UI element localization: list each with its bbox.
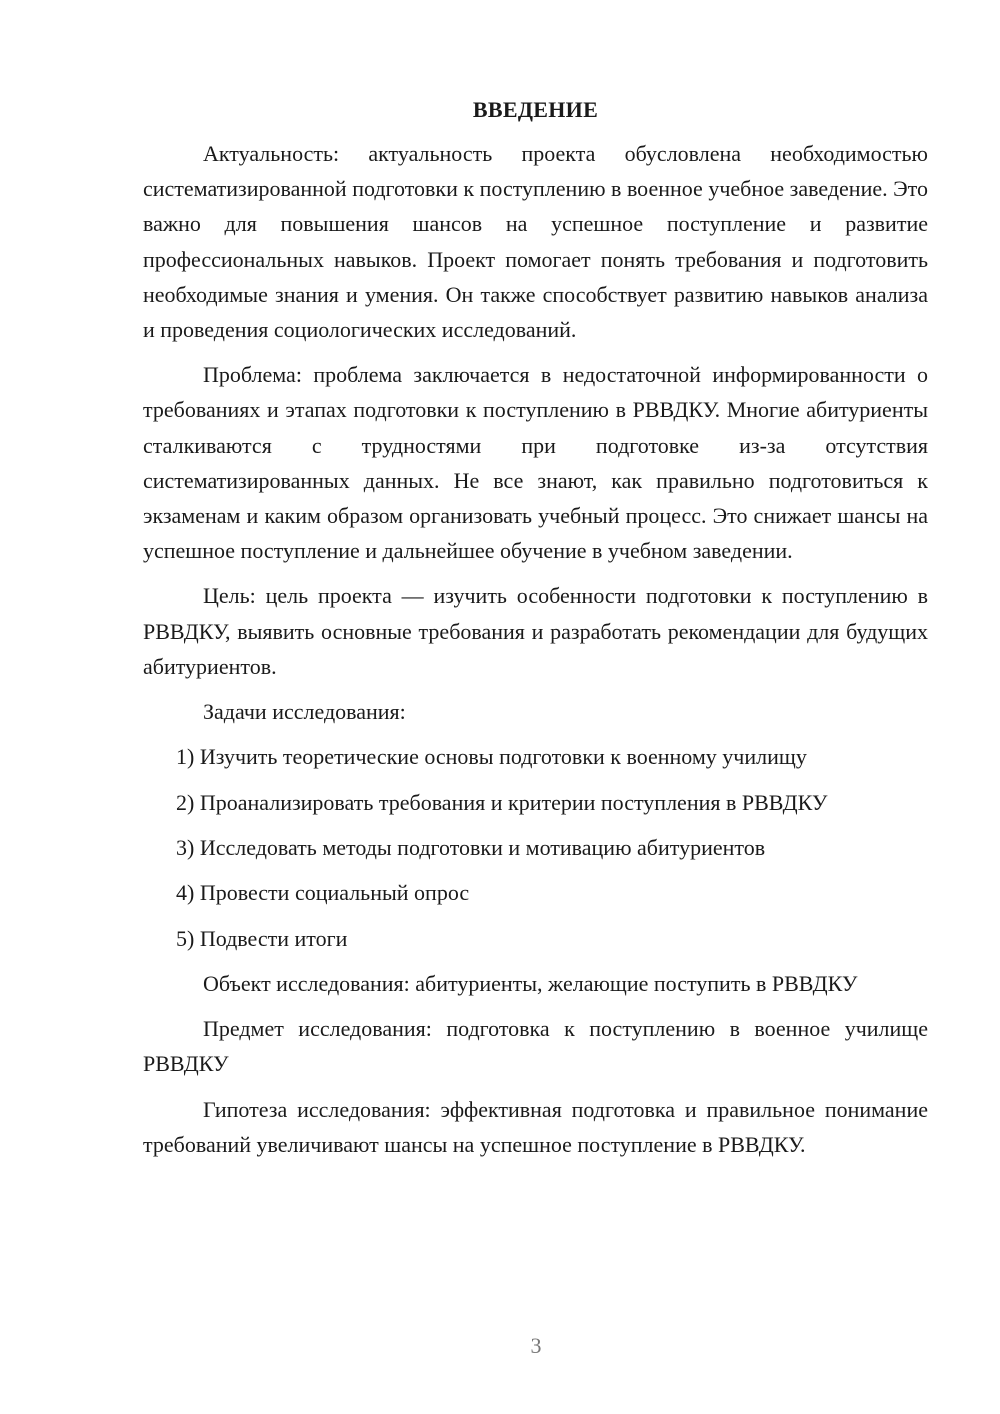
relevance-paragraph: Актуальность: актуальность проекта обусловлена необходимостью систематизированной подготовки к поступлению в военное учебное заведение. Это важно для повышения шансов на успешное поступление и развитие профессиональных навыков. Проект помогает понять требования и подготовить необходимые знания и умения. Он также способствует развитию навыков анализа и проведения социологических исследований.	[143, 141, 928, 343]
subject-paragraph: Предмет исследования: подготовка к поступлению в военное училище РВВДКУ	[143, 1016, 928, 1077]
goal-paragraph: Цель: цель проекта — изучить особенности подготовки к поступлению в РВВДКУ, выявить основные требования и разработать рекомендации для будущих абитуриентов.	[143, 583, 928, 679]
task-item: 2) Проанализировать требования и критерии поступления в РВВДКУ	[176, 789, 828, 815]
hypothesis-paragraph: Гипотеза исследования: эффективная подготовка и правильное понимание требований увеличивают шансы на успешное поступление в РВВДКУ.	[143, 1096, 928, 1157]
task-item: 3) Исследовать методы подготовки и мотивацию абитуриентов	[176, 835, 766, 861]
task-item: 1) Изучить теоретические основы подготовки к военному училищу	[176, 744, 807, 770]
problem-paragraph: Проблема: проблема заключается в недостаточной информированности о требованиях и этапах подготовки к поступлению в РВВДКУ. Многие абитуриенты сталкиваются с трудностями при подготовке из-за отсутствия систематизированных данных. Не все знают, как правильно подготовиться к экзаменам и каким образом организовать учебный процесс. Это снижает шансы на успешное поступление и дальнейшее обучение в учебном заведении.	[143, 362, 928, 564]
page-number: 3	[530, 1333, 542, 1358]
document-body	[143, 92, 928, 1162]
page-title: ВВЕДЕНИЕ	[472, 97, 599, 122]
tasks-list	[143, 739, 928, 956]
task-item: 4) Провести социальный опрос	[176, 880, 470, 906]
task-item: 5) Подвести итоги	[176, 925, 348, 951]
object-paragraph: Объект исследования: абитуриенты, желающие поступить в РВВДКУ	[203, 971, 858, 997]
tasks-title: Задачи исследования:	[203, 699, 406, 725]
